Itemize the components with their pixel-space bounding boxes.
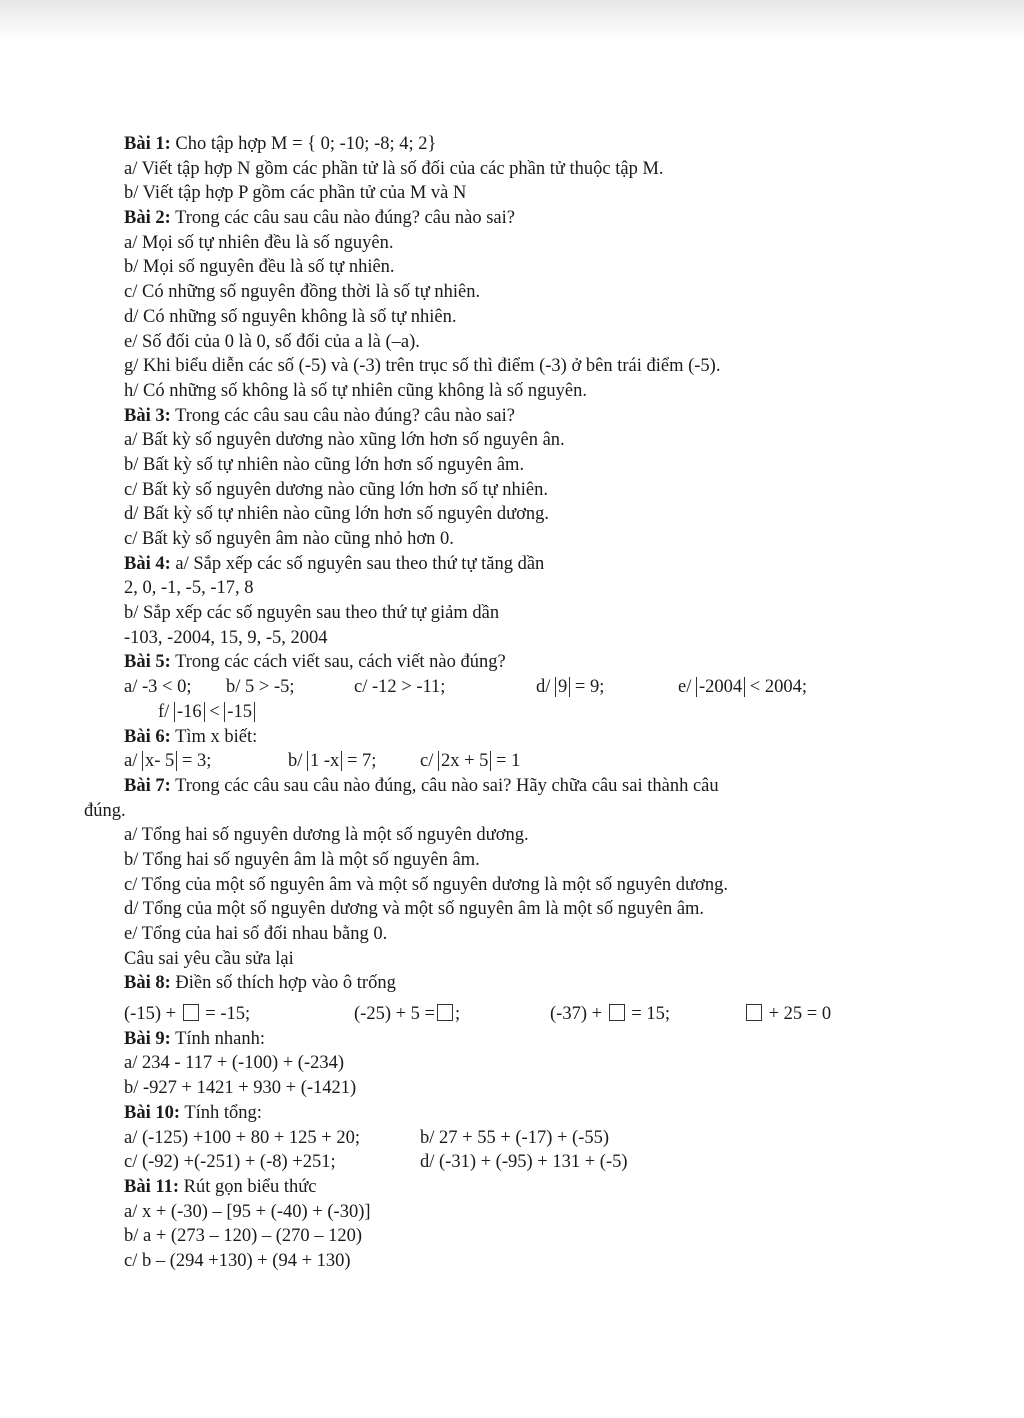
b2-item: b/ Mọi số nguyên đều là số tự nhiên. bbox=[124, 257, 395, 278]
b9-item: b/ -927 + 1421 + 930 + (-1421) bbox=[124, 1078, 357, 1099]
b6-a: a/ x- 5 = 3; bbox=[124, 751, 212, 772]
b2-heading: Bài 2: Trong các câu sau câu nào đúng? câu nào sai? bbox=[124, 208, 515, 229]
b7-note: Câu sai yêu cầu sửa lại bbox=[124, 948, 294, 969]
b1-heading: Bài 1: Cho tập hợp M = { 0; -10; -8; 4; 2} bbox=[124, 134, 437, 154]
b9-heading: Bài 9: Tính nhanh: bbox=[124, 1028, 265, 1049]
b2-item: c/ Có những số nguyên đồng thời là số tự nhiên. bbox=[124, 282, 481, 303]
blank-box[interactable] bbox=[183, 1004, 199, 1021]
b5-a: a/ -3 < 0; bbox=[124, 677, 192, 698]
b2-item: e/ Số đối của 0 là 0, số đối của a là (–a). bbox=[124, 331, 420, 352]
b6-options bbox=[0, 749, 1024, 774]
b11-item: b/ a + (273 – 120) – (270 – 120) bbox=[124, 1226, 363, 1247]
b5-d: d/ 9 = 9; bbox=[536, 677, 605, 698]
b10-a: a/ (-125) +100 + 80 + 125 + 20; bbox=[124, 1127, 360, 1148]
b2-item: a/ Mọi số tự nhiên đều là số nguyên. bbox=[124, 232, 394, 253]
b2-item: d/ Có những số nguyên không là số tự nhiên. bbox=[124, 306, 457, 327]
b10-heading: Bài 10: Tính tổng: bbox=[124, 1102, 262, 1123]
blank-box[interactable] bbox=[746, 1004, 762, 1021]
b2-item: g/ Khi biểu diễn các số (-5) và (-3) trên trục số thì điểm (-3) ở bên trái điểm (-5). bbox=[124, 356, 721, 377]
b6-b: b/ 1 -x = 7; bbox=[288, 751, 377, 772]
b10-d: d/ (-31) + (-95) + 131 + (-5) bbox=[420, 1152, 628, 1173]
b7-item: d/ Tổng của một số nguyên dương và một số nguyên âm là một số nguyên âm. bbox=[124, 899, 705, 920]
b3-item: a/ Bất kỳ số nguyên dương nào xũng lớn hơn số nguyên ân. bbox=[124, 430, 565, 451]
b9-item: a/ 234 - 117 + (-100) + (-234) bbox=[124, 1053, 345, 1074]
b10-row2 bbox=[0, 1150, 1024, 1175]
worksheet bbox=[0, 132, 1024, 1274]
b10-b: b/ 27 + 55 + (-17) + (-55) bbox=[420, 1127, 610, 1148]
b8-eq4: + 25 = 0 bbox=[744, 1002, 831, 1027]
b3-item: c/ Bất kỳ số nguyên âm nào cũng nhỏ hơn 0. bbox=[124, 529, 454, 549]
b1-b: b/ Viết tập hợp P gồm các phần tử của M và N bbox=[124, 183, 467, 204]
b7-item: a/ Tổng hai số nguyên dương là một số nguyên dương. bbox=[124, 825, 529, 846]
b5-c: c/ -12 > -11; bbox=[354, 677, 446, 698]
b7-heading-cont: đúng. bbox=[84, 800, 126, 821]
b4-heading: Bài 4: a/ Sắp xếp các số nguyên sau theo thứ tự tăng dần bbox=[124, 553, 545, 574]
b5-options bbox=[0, 675, 1024, 700]
b8-eq1: (-15) + = -15; bbox=[124, 1004, 251, 1025]
b3-item: d/ Bất kỳ số tự nhiên nào cũng lớn hơn số nguyên dương. bbox=[124, 504, 550, 525]
top-shadow bbox=[0, 0, 1024, 40]
b11-item: a/ x + (-30) – [95 + (-40) + (-30)] bbox=[124, 1201, 371, 1222]
b7-item: b/ Tổng hai số nguyên âm là một số nguyên âm. bbox=[124, 849, 480, 870]
b6-c: c/ 2x + 5 = 1 bbox=[420, 751, 521, 772]
b5-heading: Bài 5: Trong các cách viết sau, cách viết nào đúng? bbox=[124, 652, 506, 673]
b7-heading: Bài 7: Trong các câu sau câu nào đúng, câu nào sai? Hãy chữa câu sai thành câu bbox=[124, 775, 719, 796]
b4-b-numbers: -103, -2004, 15, 9, -5, 2004 bbox=[124, 627, 328, 648]
b7-item: e/ Tổng của hai số đối nhau bằng 0. bbox=[124, 924, 388, 944]
b11-item: c/ b – (294 +130) + (94 + 130) bbox=[124, 1250, 351, 1271]
b8-eq3: (-37) + = 15; bbox=[550, 1004, 670, 1025]
b8-heading: Bài 8: Điền số thích hợp vào ô trống bbox=[124, 973, 396, 994]
blank-box[interactable] bbox=[437, 1004, 453, 1021]
b8-eq2: (-25) + 5 = ; bbox=[354, 1004, 461, 1025]
b10-row1 bbox=[0, 1126, 1024, 1151]
b8-equations bbox=[0, 1002, 1024, 1027]
b5-e: e/ -2004 < 2004; bbox=[678, 677, 807, 698]
b7-item: c/ Tổng của một số nguyên âm và một số nguyên dương là một số nguyên dương. bbox=[124, 874, 728, 895]
b4-a-numbers: 2, 0, -1, -5, -17, 8 bbox=[124, 578, 254, 599]
b6-heading: Bài 6: Tìm x biết: bbox=[124, 726, 258, 747]
b11-heading: Bài 11: Rút gọn biểu thức bbox=[124, 1176, 317, 1197]
b4-b: b/ Sắp xếp các số nguyên sau theo thứ tự giảm dần bbox=[124, 603, 500, 624]
b1-a: a/ Viết tập hợp N gồm các phần tử là số đối của các phần tử thuộc tập M. bbox=[124, 158, 664, 179]
b3-item: c/ Bất kỳ số nguyên dương nào cũng lớn hơn số tự nhiên. bbox=[124, 479, 548, 500]
b5-f: f/ -16 < -15 bbox=[0, 700, 1024, 725]
b5-b: b/ 5 > -5; bbox=[226, 677, 295, 698]
b10-c: c/ (-92) +(-251) + (-8) +251; bbox=[124, 1152, 336, 1173]
b3-heading: Bài 3: Trong các câu sau câu nào đúng? câu nào sai? bbox=[124, 405, 515, 426]
blank-box[interactable] bbox=[609, 1004, 625, 1021]
b2-item: h/ Có những số không là số tự nhiên cũng không là số nguyên. bbox=[124, 380, 587, 401]
b3-item: b/ Bất kỳ số tự nhiên nào cũng lớn hơn số nguyên âm. bbox=[124, 454, 525, 475]
